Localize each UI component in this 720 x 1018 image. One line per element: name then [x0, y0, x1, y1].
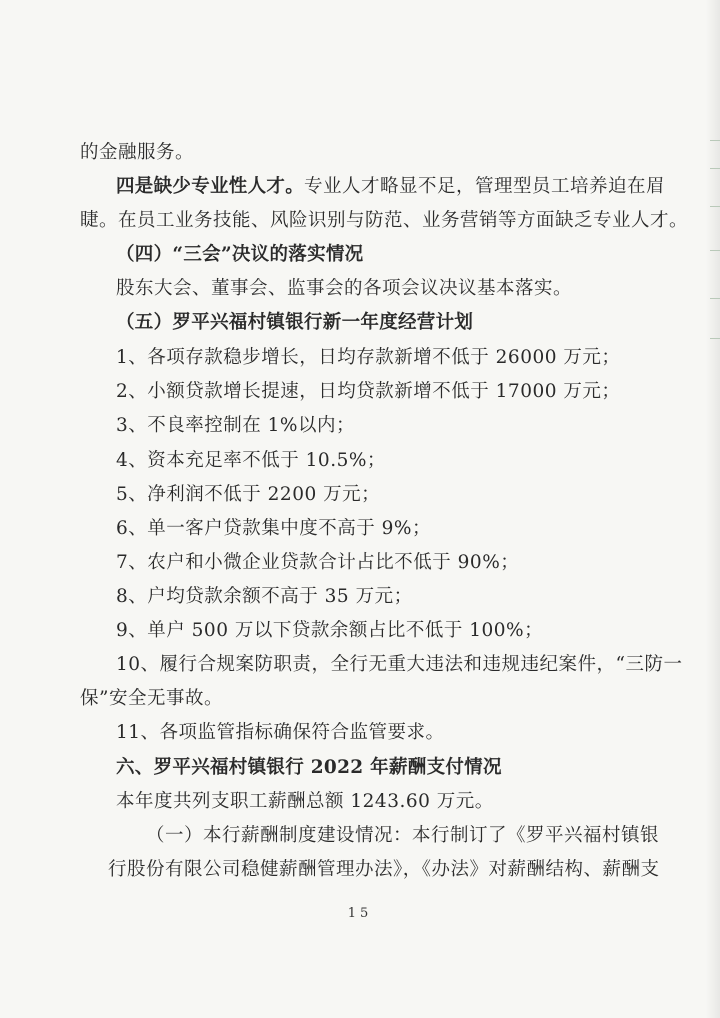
text-line: 保”安全无事故。 [80, 688, 223, 709]
list-item: 2、小额贷款增长提速，日均贷款新增不低于 17000 万元； [116, 381, 621, 402]
list-item: 9、单户 500 万以下贷款余额占比不低于 100%； [116, 620, 544, 641]
section-heading: （四）“三会”决议的落实情况 [116, 244, 364, 265]
text-line: 股东大会、董事会、监事会的各项会议决议基本落实。 [116, 278, 573, 299]
text-line: 本年度共列支职工薪酬总额 1243.60 万元。 [116, 791, 494, 812]
text-line: 睫。在员工业务技能、风险识别与防范、业务营销等方面缺乏专业人才。 [80, 210, 689, 231]
list-item: 5、净利润不低于 2200 万元； [116, 484, 381, 505]
text-line: 行股份有限公司稳健薪酬管理办法》，《办法》对薪酬结构、薪酬支 [108, 859, 660, 880]
list-item: 8、户均贷款余额不高于 35 万元； [116, 586, 413, 607]
list-item: 7、农户和小微企业贷款合计占比不低于 90%； [116, 552, 520, 573]
text-span: 专业人才略显不足，管理型员工培养迫在眉 [304, 176, 666, 197]
paragraph-line [116, 170, 666, 204]
paragraph-line: （一）本行薪酬制度建设情况：本行制订了《罗平兴福村镇银 [146, 825, 660, 846]
scan-edge [706, 0, 720, 1018]
list-item: 6、单一客户贷款集中度不高于 9%； [116, 518, 432, 539]
list-item: 10、履行合规案防职责，全行无重大违法和违规违纪案件，“三防一 [116, 654, 683, 675]
page-number: 15 [347, 906, 373, 921]
text-line: 的金融服务。 [80, 142, 195, 163]
list-item: 11、各项监管指标确保符合监管要求。 [116, 722, 445, 743]
emphasis-text: 四是缺少专业性人才。 [116, 176, 305, 197]
list-item: 4、资本充足率不低于 10.5%； [116, 450, 386, 471]
list-item: 1、各项存款稳步增长，日均存款新增不低于 26000 万元； [116, 347, 621, 368]
section-heading: 六、罗平兴福村镇银行 2022 年薪酬支付情况 [116, 757, 502, 778]
section-heading: （五）罗平兴福村镇银行新一年度经营计划 [116, 312, 474, 333]
list-item: 3、不良率控制在 1%以内； [116, 415, 356, 436]
